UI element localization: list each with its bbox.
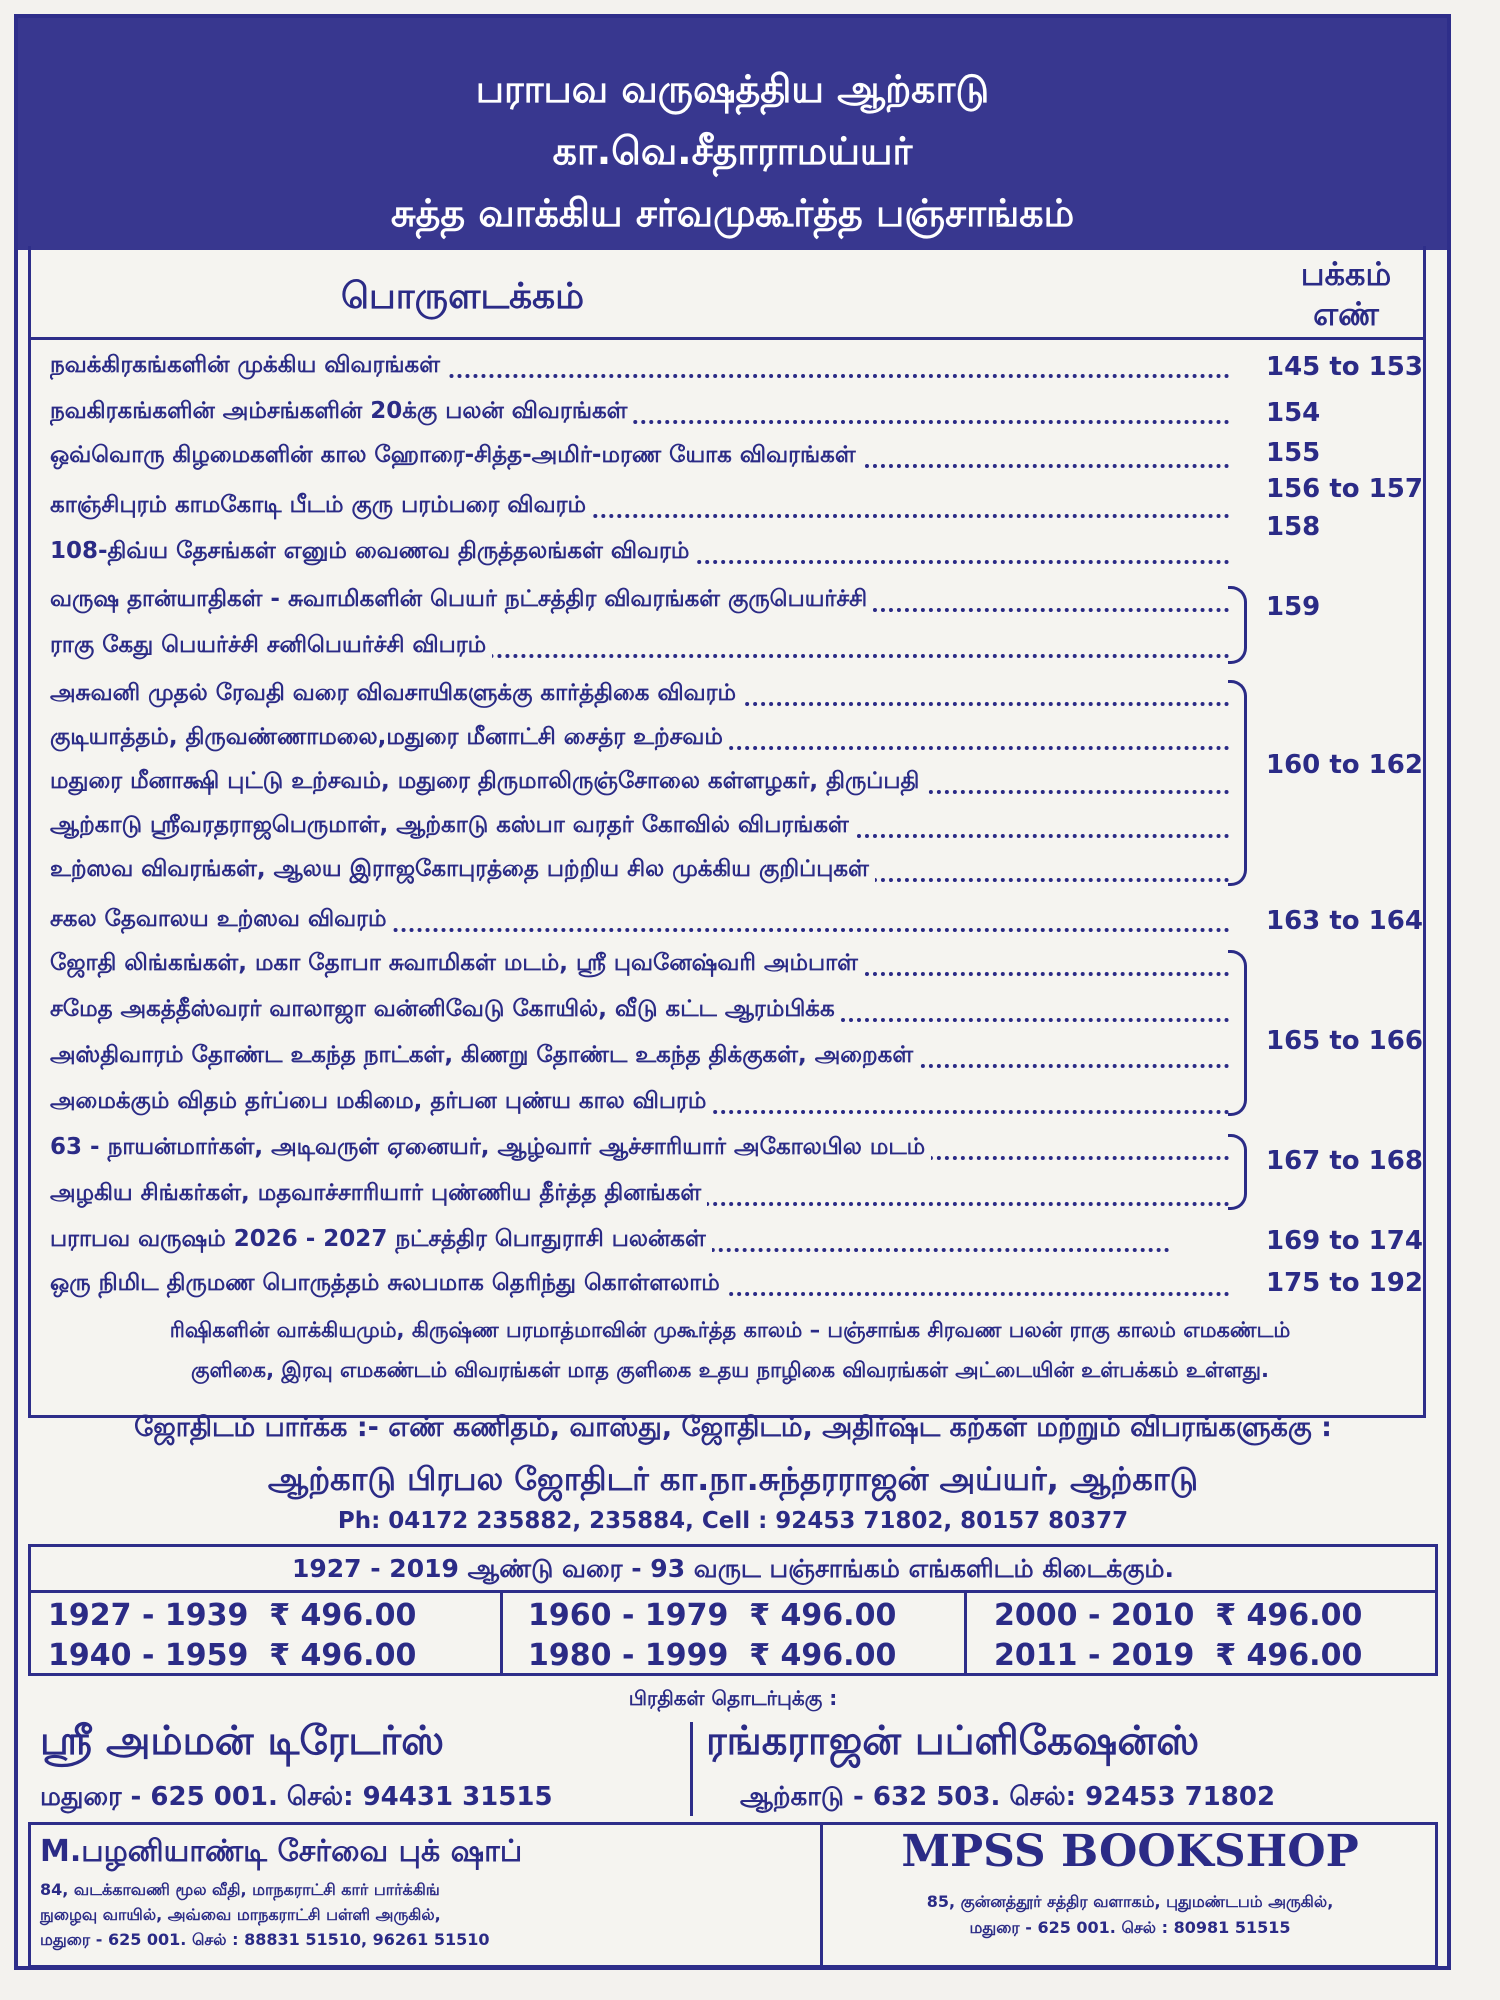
price-divider [28, 1590, 1438, 1593]
title-line-1: பராபவ வருஷத்திய ஆற்காடு [475, 67, 990, 111]
price-value: ₹ 496.00 [269, 1598, 417, 1633]
price-heading: 1927 - 2019 ஆண்டு வரை - 93 வருட பஞ்சாங்கம் எங்களிடம் கிடைக்கும். [291, 1554, 1175, 1583]
toc-row-text: சமேத அகத்தீஸ்வரர் வாலாஜா வன்னிவேடு கோயில், வீடு கட்ட ஆரம்பிக்க [50, 996, 841, 1022]
astrology-line-1: ஜோதிடம் பார்க்க :- எண் கணிதம், வாஸ்து, ஜோதிடம், அதிர்ஷ்ட கற்கள் மற்றும் விபரங்களுக்கு : [134, 1412, 1332, 1443]
toc-row-text: வருஷ தான்யாதிகள் - சுவாமிகளின் பெயர் நட்சத்திர விவரங்கள் குருபெயர்ச்சி [50, 586, 873, 612]
page-number: 145 to 153 [1266, 352, 1423, 382]
year-range: 1940 - 1959 [48, 1638, 249, 1673]
price-value: ₹ 496.00 [749, 1598, 897, 1633]
toc-row [50, 352, 1230, 388]
year-range: 1927 - 1939 [48, 1598, 249, 1633]
price-entry [528, 1598, 896, 1633]
group-brace [1228, 950, 1247, 1116]
astrologer-name: ஆற்காடு பிரபல ஜோதிடர் கா.நா.சுந்தரராஜன் அய்யர், ஆற்காடு [267, 1460, 1199, 1498]
group-brace [1228, 1134, 1247, 1210]
page-number: 163 to 164 [1266, 906, 1423, 936]
toc-row [50, 856, 1230, 892]
group-brace [1228, 680, 1247, 886]
page-number-header [1281, 254, 1411, 334]
page-header-line-1: பக்கம் [1300, 255, 1392, 293]
toc-row-text: உற்ஸவ விவரங்கள், ஆலய இராஜகோபுரத்தை பற்றிய சில முக்கிய குறிப்புகள் [50, 856, 875, 882]
toc-row-text: ராகு கேது பெயர்ச்சி சனிபெயர்ச்சி விபரம் [50, 632, 492, 658]
publisher-left-name: ஸ்ரீ அம்மன் டிரேடர்ஸ் [40, 1718, 445, 1764]
price-value: ₹ 496.00 [749, 1638, 897, 1673]
page-number: 154 [1266, 398, 1321, 428]
toc-row [50, 1180, 1230, 1216]
page-number: 156 to 157 [1266, 474, 1423, 504]
toc-row-text: அமைக்கும் விதம் தர்ப்பை மகிமை, தர்பன புண்ய கால விபரம் [50, 1088, 712, 1114]
toc-row [50, 1088, 1230, 1124]
year-range: 2000 - 2010 [994, 1598, 1195, 1633]
toc-row-text: 108-திவ்ய தேசங்கள் எனும் வைணவ திருத்தலங்கள் விவரம் [50, 538, 695, 564]
page-number: 165 to 166 [1266, 1026, 1423, 1056]
toc-row [50, 586, 1230, 622]
publisher-right-address: ஆற்காடு - 632 503. செல்: 92453 71802 [740, 1782, 1276, 1812]
toc-row-text: ஒவ்வொரு கிழமைகளின் கால ஹோரை-சித்த-அமிர்-மரண யோக விவரங்கள் [50, 442, 862, 468]
toc-row [50, 398, 1230, 434]
price-value: ₹ 496.00 [1215, 1598, 1363, 1633]
toc-row-text: நவகிரகங்களின் அம்சங்களின் 20க்கு பலன் விவரங்கள் [50, 398, 633, 424]
shop-right-address-1: 85, குன்னத்தூர் சத்திர வளாகம், புதுமண்டபம் அருகில், [926, 1892, 1334, 1911]
shop-right-address-2: மதுரை - 625 001. செல் : 80981 51515 [969, 1918, 1291, 1937]
price-entry [528, 1638, 896, 1673]
publisher-left-address: மதுரை - 625 001. செல்: 94431 31515 [40, 1782, 553, 1812]
page-number: 169 to 174 [1266, 1226, 1423, 1256]
page-number: 155 [1266, 438, 1321, 468]
year-range: 1960 - 1979 [528, 1598, 729, 1633]
title-banner [18, 18, 1447, 250]
shop-left-name: M.பழனியாண்டி சேர்வை புக் ஷாப் [40, 1834, 523, 1869]
price-value: ₹ 496.00 [1215, 1638, 1363, 1673]
toc-row-text: காஞ்சிபுரம் காமகோடி பீடம் குரு பரம்பரை விவரம் [50, 492, 592, 518]
page-header-line-2: எண் [1313, 295, 1379, 333]
note-line-2: குளிகை, இரவு எமகண்டம் விவரங்கள் மாத குளிகை உதய நாழிகை விவரங்கள் அட்டையின் உள்பக்கம் உள்ளது. [191, 1358, 1269, 1382]
toc-row [50, 996, 1230, 1032]
toc-row-text: அழகிய சிங்கர்கள், மதவாச்சாரியார் புண்ணிய தீர்த்த தினங்கள் [50, 1180, 707, 1206]
group-brace [1228, 586, 1247, 664]
toc-row-text: ஒரு நிமிட திருமண பொருத்தம் சுலபமாக தெரிந்து கொள்ளலாம் [50, 1270, 726, 1296]
toc-row [50, 1270, 1230, 1306]
page-number: 167 to 168 [1266, 1146, 1423, 1176]
year-range: 2011 - 2019 [994, 1638, 1195, 1673]
contact-divider [690, 1722, 693, 1816]
price-column-divider [500, 1590, 503, 1676]
toc-row-text: நவக்கிரகங்களின் முக்கிய விவரங்கள் [50, 352, 446, 378]
toc-row-text: பராபவ வருஷம் 2026 - 2027 நட்சத்திர பொதுராசி பலன்கள் [50, 1226, 712, 1252]
toc-row [50, 538, 1230, 574]
toc-row-text: சகல தேவாலய உற்ஸவ விவரம் [50, 906, 393, 932]
toc-row [50, 768, 1230, 804]
note-line-1: ரிஷிகளின் வாக்கியமும், கிருஷ்ண பரமாத்மாவின் முகூர்த்த காலம் – பஞ்சாங்க சிரவண பலன் ராகு காலம் எமகண்டம் [169, 1318, 1291, 1342]
price-value: ₹ 496.00 [269, 1638, 417, 1673]
toc-row [50, 724, 1230, 760]
toc-row [50, 1134, 1230, 1170]
toc-row [50, 1226, 1170, 1262]
contents-divider [28, 337, 1426, 340]
contents-title: பொருளடக்கம் [341, 276, 585, 317]
price-entry [48, 1598, 416, 1633]
toc-row [50, 812, 1230, 848]
shop-left-address-2: நுழைவு வாயில், அவ்வை மாநகராட்சி பள்ளி அருகில், [40, 1905, 441, 1924]
shops-divider [820, 1822, 823, 1968]
toc-row-text: 63 - நாயன்மார்கள், அடிவருள் ஏனையர், ஆழ்வார் ஆச்சாரியார் அகோலபில மடம் [50, 1134, 931, 1160]
page-number: 175 to 192 [1266, 1268, 1423, 1298]
astrologer-phone: Ph: 04172 235882, 235884, Cell : 92453 71802, 80157 80377 [337, 1508, 1129, 1534]
toc-row [50, 1042, 1230, 1078]
toc-row [50, 442, 1230, 478]
toc-row [50, 906, 1230, 942]
toc-row-text: அசுவனி முதல் ரேவதி வரை விவசாயிகளுக்கு கார்த்திகை விவரம் [50, 680, 742, 706]
toc-row [50, 492, 1230, 528]
toc-row [50, 632, 1230, 668]
shop-left-address-1: 84, வடக்காவணி மூல வீதி, மாநகராட்சி கார் பார்க்கிங் [40, 1880, 440, 1899]
toc-row-text: ஜோதி லிங்கங்கள், மகா தோபா சுவாமிகள் மடம், ஸ்ரீ புவனேஷ்வரி அம்பாள் [50, 950, 864, 976]
shop-left-address-3: மதுரை - 625 001. செல் : 88831 51510, 96261 51510 [40, 1930, 490, 1949]
toc-row [50, 950, 1230, 986]
year-range: 1980 - 1999 [528, 1638, 729, 1673]
page-number: 160 to 162 [1266, 750, 1423, 780]
publisher-right-name: ரங்கராஜன் பப்ளிகேஷன்ஸ் [706, 1718, 1200, 1764]
title-line-3: சுத்த வாக்கிய சர்வமுகூர்த்த பஞ்சாங்கம் [390, 191, 1075, 235]
toc-row [50, 680, 1230, 716]
toc-row-text: மதுரை மீனாக்ஷி புட்டு உற்சவம், மதுரை திருமாலிருஞ்சோலை கள்ளழகர், திருப்பதி [50, 768, 925, 794]
shop-right-name: MPSS BOOKSHOP [901, 1826, 1359, 1877]
title-line-2: கா.வெ.சீதாராமய்யர் [552, 129, 913, 173]
toc-row-text: அஸ்திவாரம் தோண்ட உகந்த நாட்கள், கிணறு தோண்ட உகந்த திக்குகள், அறைகள் [50, 1042, 919, 1068]
page-number: 159 [1266, 592, 1321, 622]
toc-row-text: ஆற்காடு ஸ்ரீவரதராஜபெருமாள், ஆற்காடு கஸ்பா வரதர் கோவில் விபரங்கள் [50, 812, 855, 838]
price-entry [994, 1598, 1362, 1633]
contact-label: பிரதிகள் தொடர்புக்கு : [628, 1686, 838, 1710]
toc-row-text: குடியாத்தம், திருவண்ணாமலை,மதுரை மீனாட்சி சைத்ர உற்சவம் [50, 724, 729, 750]
page-number: 158 [1266, 512, 1321, 542]
price-entry [994, 1638, 1362, 1673]
price-entry [48, 1638, 416, 1673]
price-column-divider [964, 1590, 967, 1676]
